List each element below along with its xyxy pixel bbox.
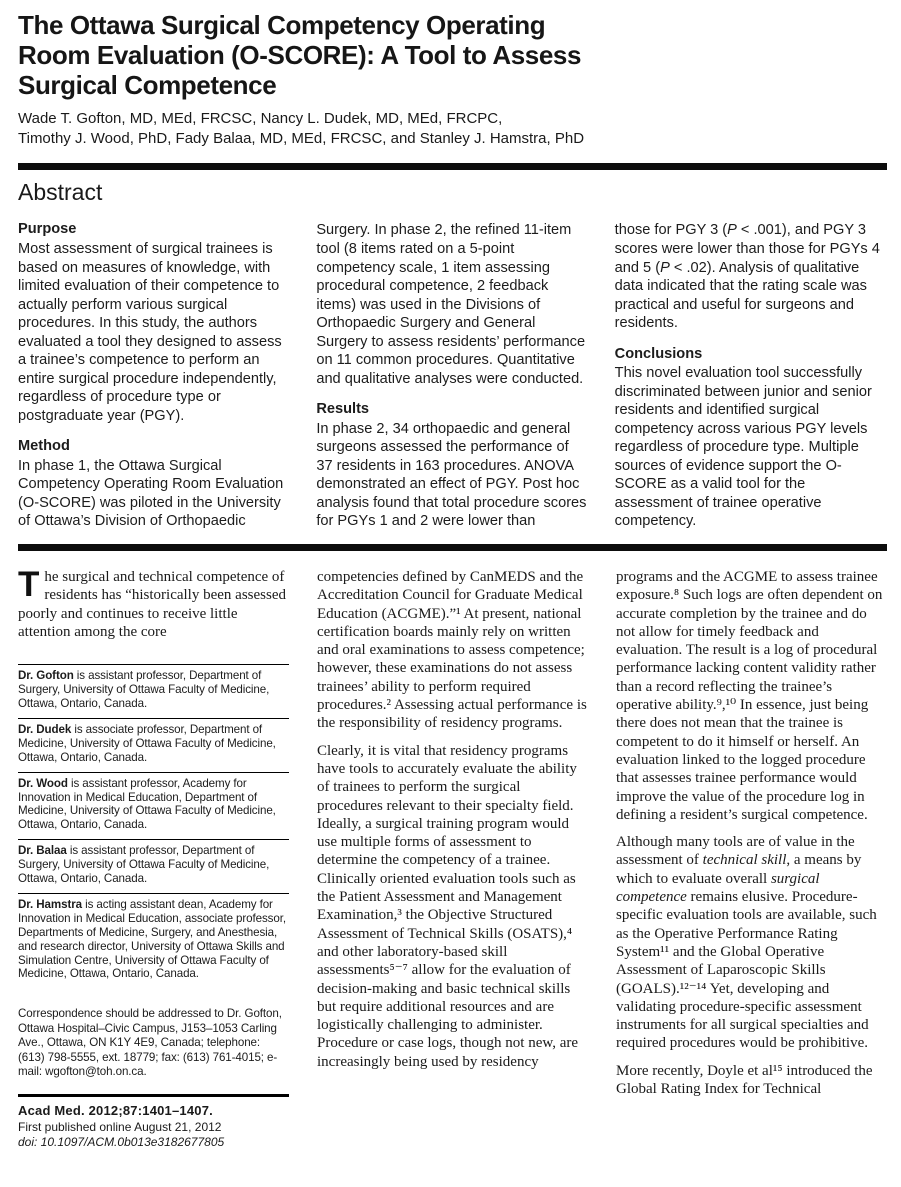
opening-paragraph (18, 564, 289, 641)
body-paragraph (616, 833, 887, 1053)
abstract-top-rule (18, 163, 887, 170)
bio-entry (18, 664, 289, 711)
abstract-bottom-rule (18, 544, 887, 551)
body-column-1 (18, 564, 289, 1151)
bio-entry (18, 718, 289, 765)
authors-line-1: Wade T. Gofton, MD, MEd, FRCSC, Nancy L. Dudek, MD, MEd, FRCPC, (18, 110, 503, 128)
purpose-heading: Purpose (18, 221, 77, 238)
body-paragraph: competencies defined by CanMEDS and the Accreditation Council for Graduate Medical Education (ACGME).”¹ At present, national certification boards mainly rely on written and oral examinations to assess competence; however, these examinations do not assess trainees’ ability to perform required procedures.² Assessing actual performance is the responsibility of residency programs. (317, 568, 587, 732)
publish-date: First published online August 21, 2012 (18, 1119, 222, 1134)
bio-name: Dr. Balaa (18, 844, 67, 858)
body-text-segment: remains elusive. Procedure-specific evaluation tools are available, such as the Operative Performance Rating System¹¹ and the Global Operative Assessment of Laparoscopic Skills (GOALS).¹²⁻¹⁴ Yet, developing and validating procedure-specific assessment instruments for all surgical specialties and required procedures would be prohibitive. (616, 889, 877, 1052)
correspondence-note: Correspondence should be addressed to Dr. Gofton, Ottawa Hospital–Civic Campus, J153–1053 Carling Ave., Ottawa, ON K1Y 4E9, Canada; telephone: (613) 798-5555, ext. 18779; fax: (613) 761-4015; e-mail: wgofton@toh.on.ca. (18, 1007, 282, 1079)
body-column-3 (616, 568, 887, 1151)
journal-citation: Acad Med. 2012;87:1401–1407. (18, 1102, 213, 1118)
purpose-text: Most assessment of surgical trainees is based on measures of knowledge, with limited evaluation of their competence to actually perform various surgical procedures. In this study, the authors evaluated a tool they designed to assess a trainee’s competence to perform an entire surgical procedure independently, regardless of procedure type or postgraduate year (PGY). (18, 241, 282, 424)
p-value-italic: P (660, 259, 670, 276)
abstract-column-2 (316, 208, 588, 531)
method-text-part1: In phase 1, the Ottawa Surgical Competency Operating Room Evaluation (O-SCORE) was piloted in the University of Ottawa’s Division of Orthopaedic (18, 457, 284, 530)
article-title-line-3: Surgical Competence (18, 70, 277, 101)
results-text-part1: In phase 2, 34 orthopaedic and general surgeons assessed the performance of 37 residents in 163 procedures. ANOVA demonstrated an effect of PGY. Post hoc analysis found that total procedure scores for PGYs 1 and 2 were lower than (316, 420, 587, 530)
italic-term: technical skill (702, 852, 787, 869)
results-text-segment: those for PGY 3 ( (614, 222, 728, 239)
article-title-line-2: Room Evaluation (O-SCORE): A Tool to Assess (18, 40, 582, 71)
bio-entry (18, 839, 289, 886)
results-text-segment: < .001), and PGY 3 scores were lower than those for PGYs 4 and 5 ( (614, 222, 880, 276)
bio-name: Dr. Dudek (18, 722, 72, 736)
dropcap: T (18, 564, 40, 604)
bio-text: is associate professor, Department of Medicine, University of Ottawa Faculty of Medicine, Ottawa, Ontario, Canada. (18, 722, 276, 764)
abstract-column-3 (615, 208, 887, 531)
body-paragraph: More recently, Doyle et al¹⁵ introduced the Global Rating Index for Technical (616, 1062, 873, 1097)
bio-text: is acting assistant dean, Academy for Innovation in Medical Education, associate professor, Departments of Medicine, Surgery, and Anesthesia, and research director, University of Ottawa Skills and Simulation Centre, University of Ottawa Faculty of Medicine, Ottawa, Ontario, Canada. (18, 897, 286, 981)
bio-name: Dr. Hamstra (18, 897, 82, 911)
citation-block (18, 1094, 289, 1151)
article-title (18, 10, 887, 100)
authors-line-2: Timothy J. Wood, PhD, Fady Balaa, MD, MEd, FRCSC, and Stanley J. Hamstra, PhD (18, 129, 585, 147)
bio-text: is assistant professor, Department of Surgery, University of Ottawa Faculty of Medicine, Ottawa, Ontario, Canada. (18, 844, 270, 886)
author-list (18, 109, 887, 148)
bio-entry (18, 893, 289, 981)
abstract-column-1 (18, 208, 290, 531)
p-value-italic: P (727, 222, 737, 239)
doi-line: doi: 10.1097/ACM.0b013e3182677805 (18, 1135, 225, 1150)
bio-text: is assistant professor, Academy for Innovation in Medical Education, Department of Medicine, University of Ottawa Faculty of Medicine, Ottawa, Ontario, Canada. (18, 776, 276, 832)
bio-name: Dr. Wood (18, 776, 68, 790)
results-heading: Results (316, 401, 370, 418)
results-text-segment: < .02). Analysis of qualitative data indicated that the rating scale was practical and useful for surgeons and residents. (614, 259, 867, 332)
abstract-heading: Abstract (18, 179, 103, 206)
author-bios (18, 664, 289, 981)
body-text-segment: , a means by which to evaluate overall (616, 852, 862, 887)
opening-text: he surgical and technical competence of residents has “historically been assessed poorly and continues to receive little attention among the core (18, 568, 286, 640)
method-text-part2: Surgery. In phase 2, the refined 11-item tool (8 items rated on a 5-point competency scale, 1 item assessing procedural competence, 2 feedback items) was used in the Divisions of Orthopaedic Surgery and General Surgery to assess residents’ performance on 11 common procedures. Quantitative and qualitative analyses were conducted. (316, 222, 586, 387)
bio-text: is assistant professor, Department of Surgery, University of Ottawa Faculty of Medicine, Ottawa, Ontario, Canada. (18, 669, 270, 710)
method-heading: Method (18, 438, 70, 455)
article-body (18, 564, 887, 1151)
italic-term: surgical competence (616, 870, 820, 906)
body-column-2 (317, 568, 588, 1151)
conclusions-heading: Conclusions (614, 345, 703, 362)
abstract-section (18, 208, 887, 531)
results-text-part2 (615, 221, 887, 332)
body-paragraph: programs and the ACGME to assess trainee exposure.⁸ Such logs are often dependent on accurate completion by the trainee and do not allow for timely feedback and evaluation. The result is a log of procedural performance lacking content validity rather than a record reflecting the trainee’s operative ability.⁹,¹⁰ In essence, just being there does not mean that the trainee is competent to do it himself or herself. An evaluation linked to the logged procedure that assesses trainee performance would improve the value of the procedure log in defining a resident’s surgical competence. (616, 568, 883, 823)
article-title-line-1: The Ottawa Surgical Competency Operating (18, 10, 546, 40)
bio-name: Dr. Gofton (18, 669, 74, 683)
body-text-segment: Although many tools are of value in the assessment of (616, 834, 855, 869)
body-paragraph: Clearly, it is vital that residency programs have tools to accurately evaluate the ability of trainees to perform the surgical procedures relevant to their specialty field. Ideally, a surgical training program would use multiple forms of assessment to determine the competency of a trainee. Clinically oriented evaluation tools such as the Patient Assessment and Management Examination,³ the Objective Structured Assessment of Technical Skills (OSATS),⁴ and other laboratory-based skill assessments⁵⁻⁷ allow for the evaluation of decision-making and basic technical skills but require additional resources and are logistically challenging to administer. Procedure or case logs, though not new, are increasingly being used by residency (317, 742, 579, 1070)
conclusions-text: This novel evaluation tool successfully discriminated between junior and senior residents and identified surgical competency across various PGY levels regardless of procedure type. Multiple sources of evidence support the O-SCORE as a valid tool for the assessment of trainee operative competency. (614, 365, 872, 530)
bio-entry (18, 772, 289, 833)
